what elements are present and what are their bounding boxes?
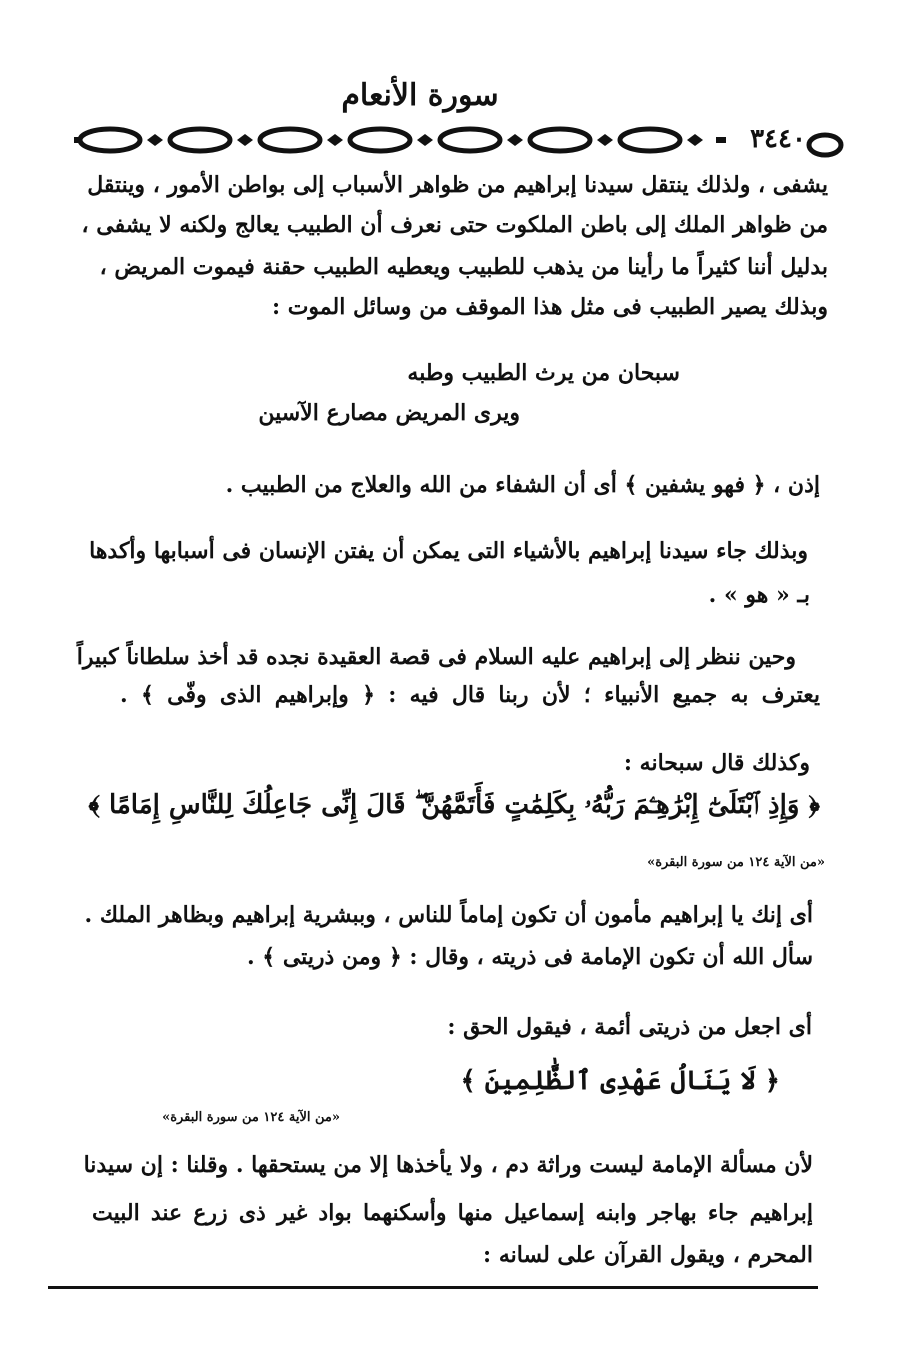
text-line: لأن مسألة الإمامة ليست وراثة دم ، ولا يأخذها إلا من يستحقها . وقلنا : إن سيدنا xyxy=(83,1152,813,1178)
quran-verse: ﴿ وَإِذِ ٱبْتَلَىٰٓ إِبْرَٰهِـۧمَ رَبُّهُۥ بِكَلِمَٰتٍ فَأَتَمَّهُنَّ ۖ قَالَ إِنِّى جَاعِلُكَ لِلنَّاسِ إِمَامًا ﴾ xyxy=(88,790,820,820)
quran-verse: ﴿ لَا يَنَالُ عَهْدِى ٱلظَّٰلِمِينَ ﴾ xyxy=(460,1066,780,1096)
footer-rule xyxy=(48,1286,818,1289)
text-line: يشفى ، ولذلك ينتقل سيدنا إبراهيم من ظواهر الأسباب إلى بواطن الأمور ، وينتقل xyxy=(87,172,828,198)
verse-reference: «من الآية ١٢٤ من سورة البقرة» xyxy=(647,855,825,870)
text-line: أى اجعل من ذريتى أئمة ، فيقول الحق : xyxy=(447,1014,812,1040)
poem-verse-1: سبحان من يرث الطبيب وطبه xyxy=(407,360,680,386)
text-line: يعترف به جميع الأنبياء ؛ لأن ربنا قال فيه : ﴿ وإبراهيم الذى وفّى ﴾ . xyxy=(120,682,820,708)
text-line: أى إنك يا إبراهيم مأمون أن تكون إماماً للناس ، وببشرية إبراهيم وبظاهر الملك . xyxy=(84,902,813,928)
text-line: سأل الله أن تكون الإمامة فى ذريته ، وقال : ﴿ ومن ذريتى ﴾ . xyxy=(246,944,813,970)
text-line: بدليل أننا كثيراً ما رأينا من يذهب للطبيب ويعطيه الطبيب حقنة فيموت المريض ، xyxy=(99,254,828,280)
poem-verse-2: ويرى المريض مصارع الآسين xyxy=(258,400,520,426)
text-line: إذن ، ﴿ فهو يشفين ﴾ أى أن الشفاء من الله والعلاج من الطبيب . xyxy=(225,472,820,498)
verse-reference: «من الآية ١٢٤ من سورة البقرة» xyxy=(162,1110,340,1125)
text-line: من ظواهر الملك إلى باطن الملكوت حتى نعرف أن الطبيب يعالج ولكنه لا يشفى ، xyxy=(81,212,828,238)
text-line: وحين ننظر إلى إبراهيم عليه السلام فى قصة العقيدة نجده قد أخذ سلطاناً كبيراً xyxy=(76,644,796,670)
text-line: وبذلك يصير الطبيب فى مثل هذا الموقف من وسائل الموت : xyxy=(271,294,828,320)
page-number: ٣٤٤٠ xyxy=(750,124,806,154)
text-line: المحرم ، ويقول القرآن على لسانه : xyxy=(483,1242,813,1268)
text-line: وكذلك قال سبحانه : xyxy=(623,750,810,776)
ornamental-end-link xyxy=(805,130,845,160)
ornamental-chain-border xyxy=(70,120,730,160)
surah-title: سورة الأنعام xyxy=(341,78,499,113)
text-line: بـ « هو » . xyxy=(708,582,810,608)
text-line: وبذلك جاء سيدنا إبراهيم بالأشياء التى يمكن أن يفتن الإنسان فى أسبابها وأكدها xyxy=(89,538,808,564)
text-line: إبراهيم جاء بهاجر وابنه إسماعيل منها وأسكنهما بواد غير ذى زرع عند البيت xyxy=(92,1200,813,1226)
